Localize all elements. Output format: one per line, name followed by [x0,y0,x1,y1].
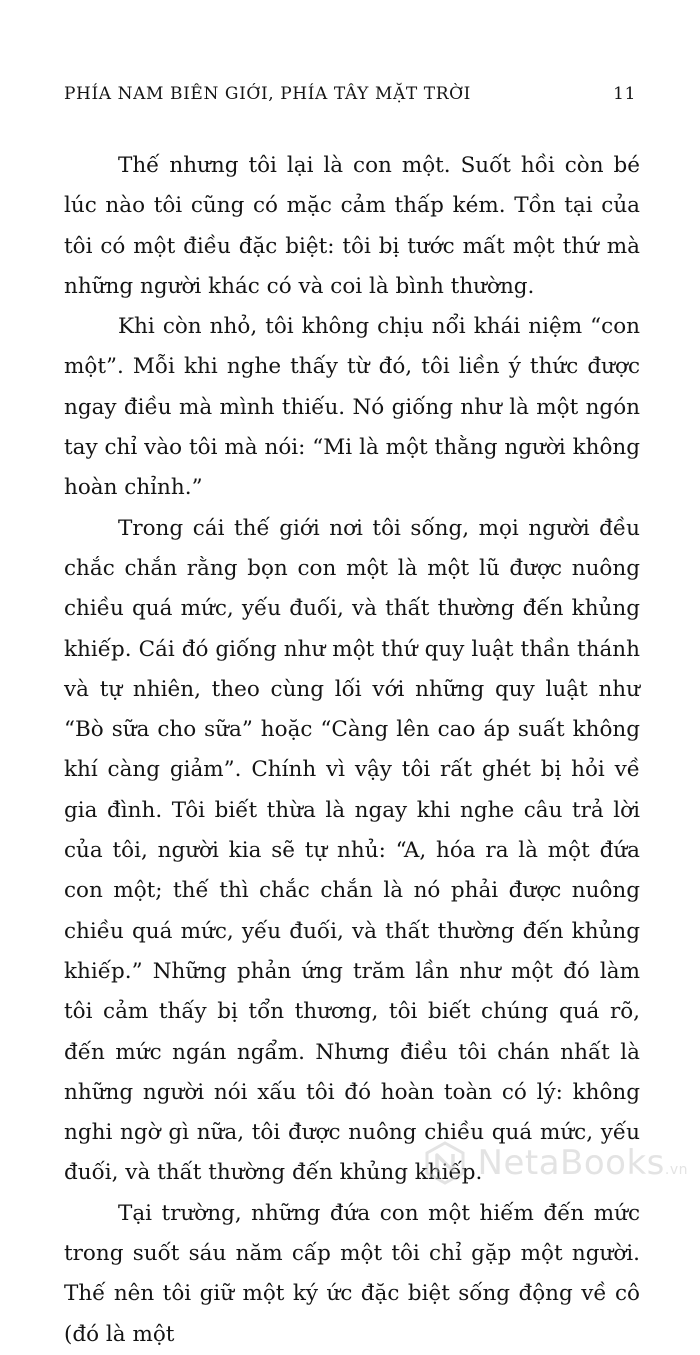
book-title: PHÍA NAM BIÊN GIỚI, PHÍA TÂY MẶT TRỜI [64,84,471,104]
paragraph: Trong cái thế giới nơi tôi sống, mọi người đều chắc chắn rằng bọn con một là một lũ được nuông chiều quá mức, yếu đuối, và thất thường đến khủng khiếp. Cái đó giống như một thứ quy luật thần thánh và tự nhiên, theo cùng lối với những quy luật như “Bò sữa cho sữa” hoặc “Càng lên cao áp suất không khí càng giảm”. Chính vì vậy tôi rất ghét bị hỏi về gia đình. Tôi biết thừa là ngay khi nghe câu trả lời của tôi, người kia sẽ tự nhủ: “A, hóa ra là một đứa con một; thế thì chắc chắn là nó phải được nuông chiều quá mức, yếu đuối, và thất thường đến khủng khiếp.” Những phản ứng trăm lần như một đó làm tôi cảm thấy bị tổn thương, tôi biết chúng quá rõ, đến mức ngán ngẩm. Nhưng điều tôi chán nhất là những người nói xấu tôi đó hoàn toàn có lý: không nghi ngờ gì nữa, tôi được nuông chiều quá mức, yếu đuối, và thất thường đến khủng khiếp. [64,515,640,1186]
page-number: 11 [613,84,636,104]
watermark [422,1140,688,1186]
watermark-brand: NetaBooks.vn [477,1143,688,1183]
paragraph: Tại trường, những đứa con một hiếm đến mức trong suốt sáu năm cấp một tôi chỉ gặp một người. Thế nên tôi giữ một ký ức đặc biệt sống động về cô (đó là một [64,1200,640,1347]
netabooks-logo-icon [422,1140,468,1186]
paragraph: Khi còn nhỏ, tôi không chịu nổi khái niệm “con một”. Mỗi khi nghe thấy từ đó, tôi liền ý thức được ngay điều mà mình thiếu. Nó giống như là một ngón tay chỉ vào tôi mà nói: “Mi là một thằng người không hoàn chỉnh.” [64,314,640,501]
paragraph: Thế nhưng tôi lại là con một. Suốt hồi còn bé lúc nào tôi cũng có mặc cảm thấp kém. Tồn tại của tôi có một điều đặc biệt: tôi bị tước mất một thứ mà những người khác có và coi là bình thường. [64,153,640,299]
running-header [64,84,636,104]
